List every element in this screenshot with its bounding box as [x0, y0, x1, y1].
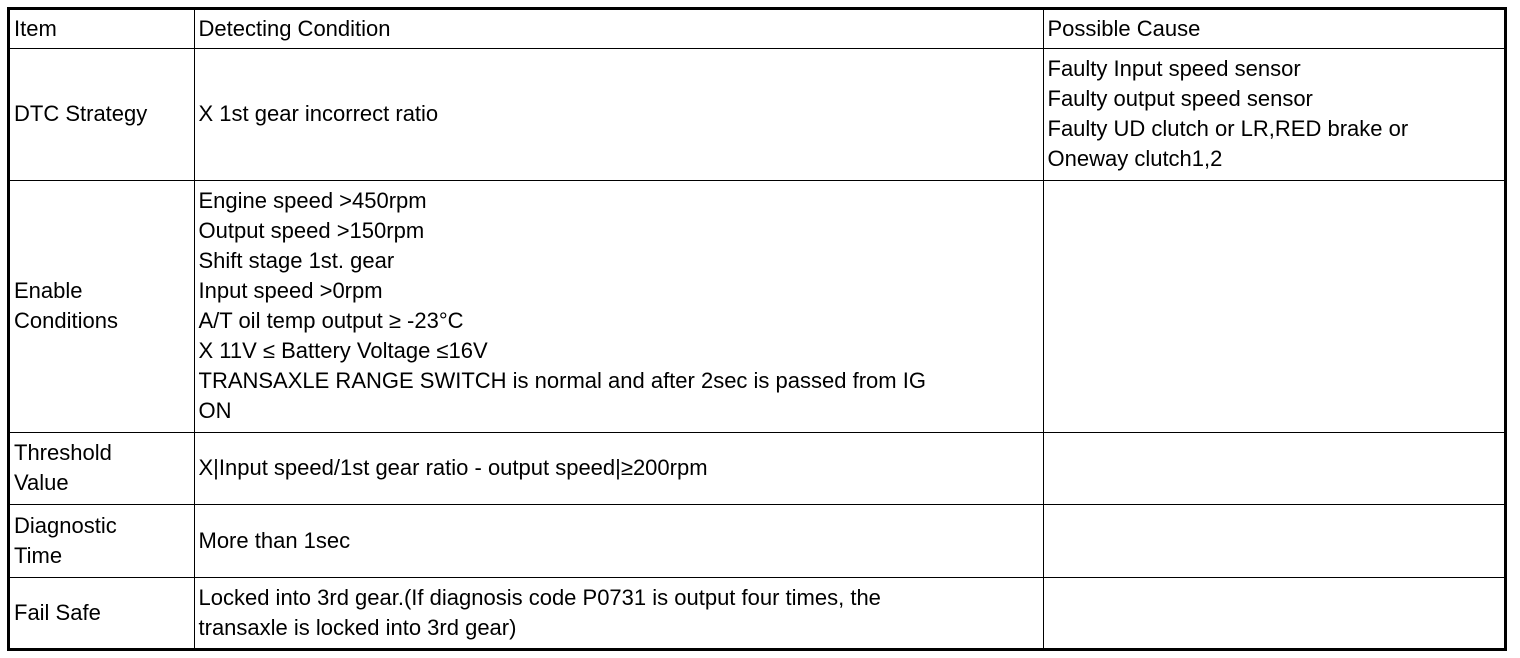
header-possible-cause: Possible Cause	[1043, 10, 1504, 48]
condition-diagnostic-time: More than 1sec	[194, 504, 1043, 577]
cause-enable-conditions	[1043, 180, 1504, 432]
condition-line: Output speed >150rpm	[198, 218, 425, 243]
condition-fail-safe	[194, 577, 1043, 648]
table-row-fail-safe	[10, 577, 1504, 648]
row-label-line: Time	[14, 542, 63, 568]
cause-line: Faulty Input speed sensor	[1047, 56, 1301, 81]
header-item: Item	[10, 10, 194, 48]
header-detecting-condition: Detecting Condition	[194, 10, 1043, 48]
cause-line: Oneway clutch1,2	[1047, 146, 1223, 171]
cause-threshold-value	[1043, 432, 1504, 504]
condition-line: Engine speed >450rpm	[198, 188, 427, 213]
row-label-fail-safe: Fail Safe	[10, 577, 194, 648]
condition-line: X 11V ≤ Battery Voltage ≤16V	[198, 338, 488, 363]
row-label-line: Diagnostic	[14, 512, 117, 538]
table-row-dtc-strategy	[10, 48, 1504, 180]
condition-enable-conditions	[194, 180, 1043, 432]
row-label-line: Value	[14, 470, 69, 495]
condition-line: transaxle is locked into 3rd gear)	[198, 614, 517, 640]
condition-dtc-strategy: X 1st gear incorrect ratio	[194, 48, 1043, 180]
table-row-diagnostic-time	[10, 504, 1504, 577]
row-label-enable-conditions	[10, 180, 194, 432]
condition-threshold-value: X|Input speed/1st gear ratio - output speed|≥200rpm	[194, 432, 1043, 504]
cause-fail-safe	[1043, 577, 1504, 648]
row-label-diagnostic-time	[10, 504, 194, 577]
table-row-threshold-value	[10, 432, 1504, 504]
header-row	[10, 10, 1504, 48]
table-row-enable-conditions	[10, 180, 1504, 432]
condition-line: TRANSAXLE RANGE SWITCH is normal and after 2sec is passed from IG	[198, 368, 926, 393]
condition-line: Input speed >0rpm	[198, 278, 383, 303]
condition-line: Locked into 3rd gear.(If diagnosis code P0731 is output four times, the	[198, 584, 881, 610]
condition-line: A/T oil temp output ≥ -23°C	[198, 308, 464, 333]
condition-line: ON	[198, 398, 232, 423]
cause-line: Faulty output speed sensor	[1047, 86, 1313, 111]
cause-dtc-strategy	[1043, 48, 1504, 180]
condition-line: Shift stage 1st. gear	[198, 248, 395, 273]
cause-diagnostic-time	[1043, 504, 1504, 577]
cause-line: Faulty UD clutch or LR,RED brake or	[1047, 116, 1409, 141]
row-label-line: Enable	[14, 278, 83, 303]
dtc-table-frame	[7, 7, 1507, 651]
row-label-dtc-strategy: DTC Strategy	[10, 48, 194, 180]
row-label-threshold-value	[10, 432, 194, 504]
row-label-line: Conditions	[14, 308, 118, 333]
dtc-table	[10, 10, 1504, 648]
row-label-line: Threshold	[14, 440, 112, 465]
